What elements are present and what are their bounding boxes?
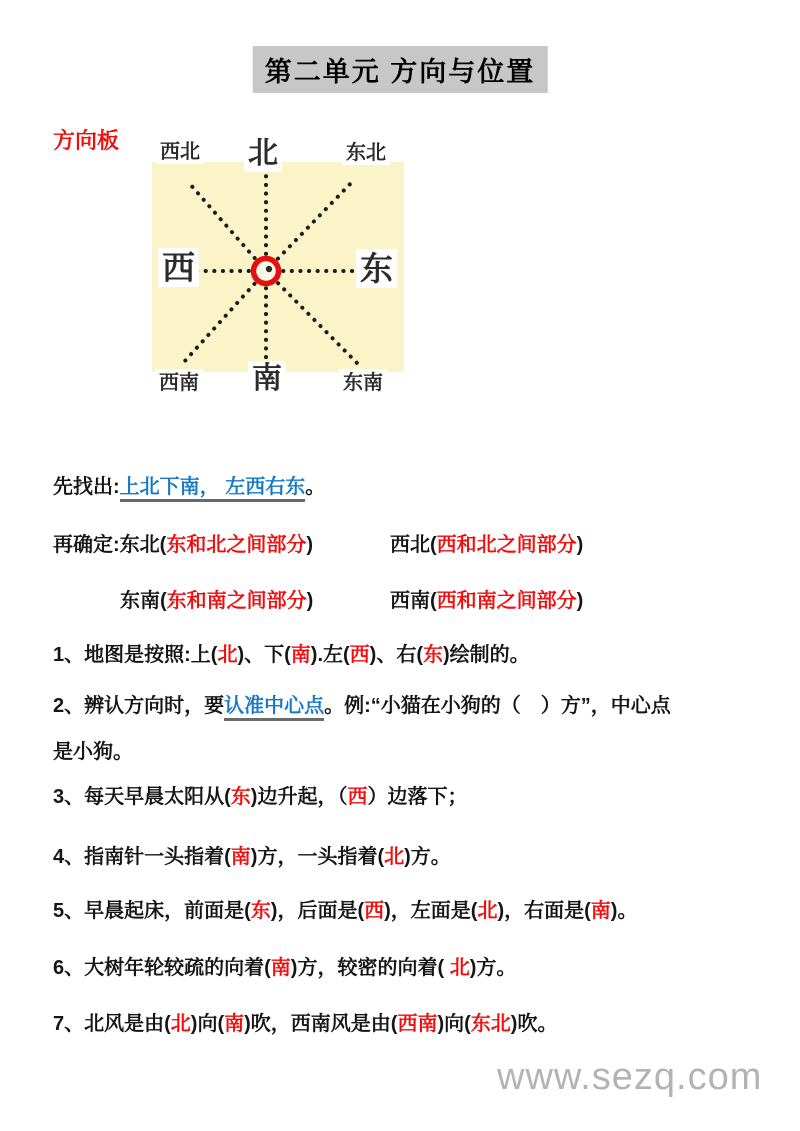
text-segment: 是小狗。 xyxy=(53,741,133,763)
ray-southeast xyxy=(266,271,357,363)
center-point-mark xyxy=(266,266,272,272)
text-line-item1 xyxy=(53,641,530,669)
text-segment: )吹，西南风是由( xyxy=(244,1013,398,1035)
text-segment-red: 东北 xyxy=(470,1013,511,1035)
text-segment-red: 西 xyxy=(347,786,368,808)
text-segment: 。例:“小猫在小狗的（ ）方”，中心点 xyxy=(324,695,671,717)
text-segment-red: 南 xyxy=(590,900,611,922)
text-segment: 西南( xyxy=(390,590,437,612)
text-segment: 5、早晨起床，前面是( xyxy=(53,900,251,922)
text-segment-red: 南 xyxy=(290,644,311,666)
text-segment-red: 西和南之间部分 xyxy=(436,590,577,612)
text-line-item4 xyxy=(53,843,451,871)
compass-label-east: 东 xyxy=(356,249,397,288)
text-segment-red: 北 xyxy=(170,1013,191,1035)
text-segment-red: 东和南之间部分 xyxy=(166,590,307,612)
text-segment: )、右( xyxy=(369,644,423,666)
compass-label-south: 南 xyxy=(248,361,286,397)
text-segment: 2、辨认方向时，要 xyxy=(53,695,225,717)
text-segment-red: 东 xyxy=(423,644,443,666)
text-segment: )，右面是( xyxy=(497,900,591,922)
text-line-item2-wrap xyxy=(53,738,133,766)
text-segment: 先找出: xyxy=(53,476,120,498)
text-segment: )吹。 xyxy=(510,1013,558,1035)
text-segment: 再确定:东北( xyxy=(53,534,167,556)
text-segment-blue: 认准中心点 xyxy=(224,695,324,721)
compass-label-southeast: 东南 xyxy=(339,369,387,395)
compass-caption: 方向板 xyxy=(53,128,120,153)
text-segment: 1、地图是按照:上( xyxy=(53,644,218,666)
text-line-item5 xyxy=(53,897,637,925)
center-ring xyxy=(254,259,279,284)
text-segment: )，左面是( xyxy=(384,900,478,922)
text-line-confirm-row1 xyxy=(53,531,584,559)
text-segment: 西北( xyxy=(390,534,437,556)
text-segment: )边升起，（ xyxy=(250,786,348,808)
text-segment: 3、每天早晨太阳从( xyxy=(53,786,231,808)
text-line-find-first xyxy=(53,473,325,501)
text-segment: )方，较密的向着( xyxy=(290,957,450,979)
compass-label-northwest: 西北 xyxy=(156,138,204,164)
text-segment: )、下( xyxy=(237,644,291,666)
text-line-confirm-row2 xyxy=(53,587,584,615)
text-segment-red: 东 xyxy=(250,900,271,922)
text-line-item3 xyxy=(53,783,467,811)
text-segment-red: 东 xyxy=(230,786,251,808)
text-segment: 东南( xyxy=(120,590,167,612)
confirm-row2-col1 xyxy=(120,587,313,615)
ray-northwest xyxy=(189,183,266,271)
text-segment-red: 北 xyxy=(384,846,405,868)
text-segment-red: 东和北之间部分 xyxy=(166,534,307,556)
compass-label-west: 西 xyxy=(158,248,199,287)
text-segment: )向( xyxy=(190,1013,225,1035)
text-segment: 6、大树年轮较疏的向着( xyxy=(53,957,271,979)
text-segment-red: 南 xyxy=(270,957,291,979)
text-segment: )，后面是( xyxy=(270,900,365,922)
text-segment: ) xyxy=(576,534,584,556)
text-line-item7 xyxy=(53,1010,557,1038)
text-segment-red: 南 xyxy=(230,846,251,868)
text-segment-red: 西 xyxy=(349,644,370,666)
text-segment-red: 北 xyxy=(217,644,238,666)
text-segment: ) xyxy=(306,534,313,556)
confirm-row2-col2 xyxy=(390,587,583,615)
text-segment: ).左( xyxy=(310,644,350,666)
text-segment: )绘制的。 xyxy=(443,644,530,666)
text-segment-blue: 上北下南， 左西右东 xyxy=(120,476,306,502)
text-segment: )方。 xyxy=(469,957,517,979)
compass-label-southwest: 西南 xyxy=(155,369,203,395)
text-segment-red: 西和北之间部分 xyxy=(436,534,577,556)
text-segment-red: 北 xyxy=(449,957,470,979)
ray-northeast xyxy=(266,181,353,271)
text-segment: ) xyxy=(306,590,314,612)
text-segment: 7、北风是由( xyxy=(53,1013,171,1035)
text-segment-red: 北 xyxy=(477,900,498,922)
text-segment: ）边落下； xyxy=(367,786,468,808)
text-segment: )。 xyxy=(610,900,638,922)
text-segment: 。 xyxy=(305,476,326,498)
compass-diagram xyxy=(150,136,408,404)
text-line-item2 xyxy=(53,692,671,720)
text-segment: )向( xyxy=(437,1013,471,1035)
text-segment: )方。 xyxy=(404,846,451,868)
unit-title: 第二单元 方向与位置 xyxy=(253,46,548,93)
text-segment-red: 西南 xyxy=(397,1013,438,1035)
text-segment: ) xyxy=(576,590,584,612)
text-segment-red: 南 xyxy=(224,1013,245,1035)
confirm-row1-col1 xyxy=(53,531,313,559)
text-segment: )方，一头指着( xyxy=(250,846,385,868)
compass-label-north: 北 xyxy=(244,136,282,172)
compass-label-northeast: 东北 xyxy=(342,139,390,165)
site-watermark: www.sezq.com xyxy=(497,1056,763,1098)
text-segment: 4、指南针一头指着( xyxy=(53,846,231,868)
text-segment-red: 西 xyxy=(364,900,385,922)
confirm-row1-col2 xyxy=(390,531,583,559)
text-line-item6 xyxy=(53,954,516,982)
